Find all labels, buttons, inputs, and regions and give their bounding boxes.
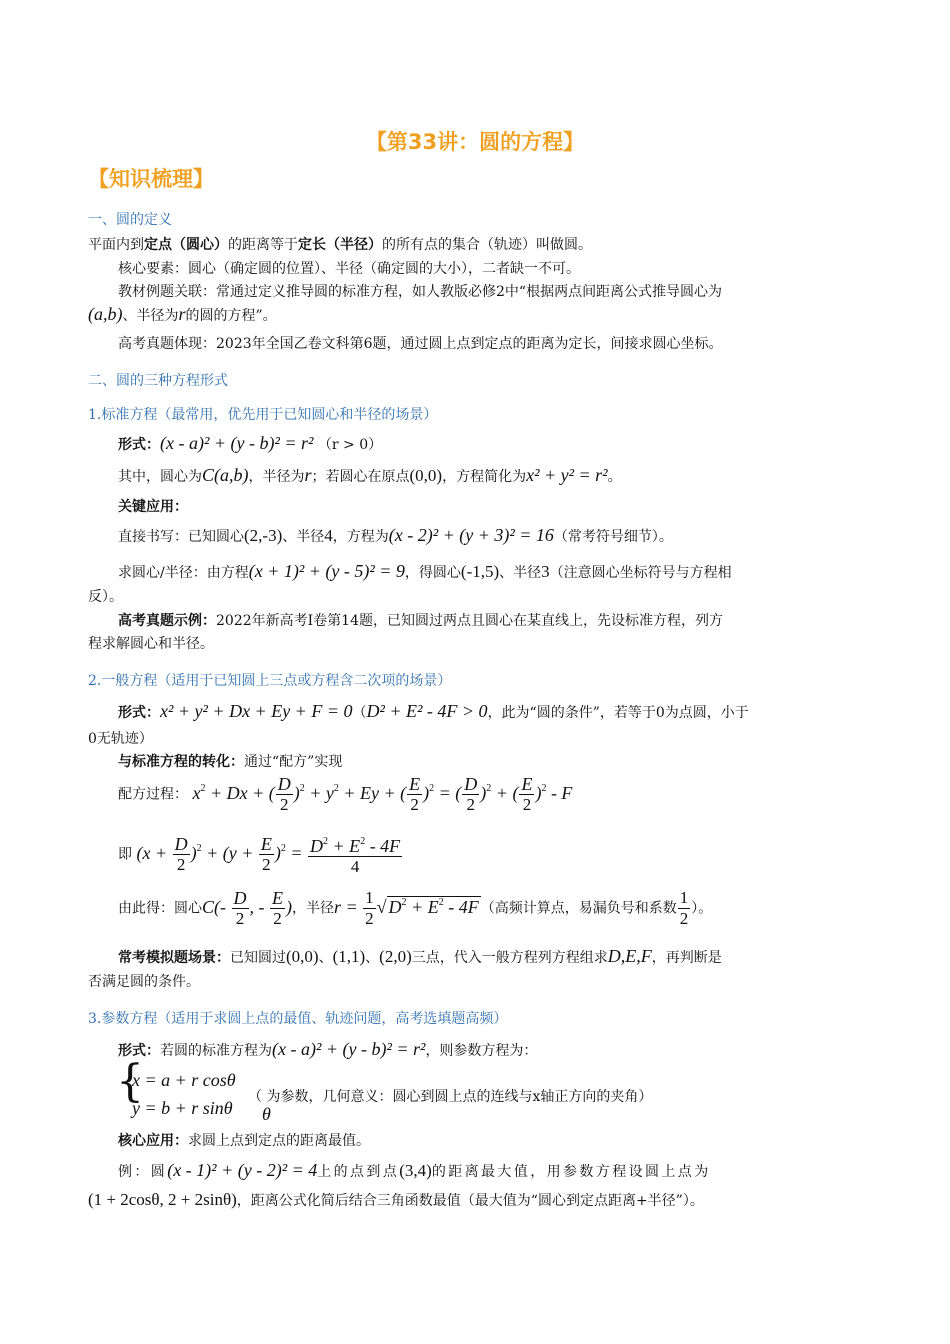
center-radius-line	[118, 888, 712, 929]
text: （r > 0）	[317, 437, 383, 453]
core-elements: 核心要素：圆心（确定圆的位置）、半径（确定圆的大小），二者缺一不可。	[118, 261, 580, 277]
math: (x + 1)² + (y - 5)² = 9	[248, 561, 405, 581]
param-note: （ 为参数，几何意义：圆心到圆上点的连线与x轴正方向的夹角）	[248, 1089, 653, 1105]
math: (x - a)² + (y - b)² = r²	[272, 1039, 426, 1059]
system-eq-x: x = a + r cosθ	[132, 1070, 236, 1090]
text: 的所有点的集合（轨迹）叫做圆。	[382, 237, 592, 253]
example-line	[118, 1161, 711, 1179]
label: 形式：	[118, 437, 160, 453]
text: ，再判断是	[651, 950, 722, 966]
text: （常考符号细节）。	[553, 529, 673, 545]
math: (2,-3)	[244, 526, 283, 545]
general-form	[118, 702, 749, 720]
standard-form	[118, 434, 382, 452]
bold-text: 定点（圆心）	[144, 237, 228, 253]
math: (-1,5)	[460, 562, 500, 581]
math: (a,b)	[88, 304, 123, 324]
text: ，方程简化为	[442, 469, 527, 485]
text: 2022年新高考Ⅰ卷第14题，已知圆过两点且圆心在某直线上，先设标准方程，列方	[216, 613, 723, 629]
freq-scenario	[118, 947, 722, 965]
heading-general: 2.一般方程（适用于已知圆上三点或方程含二次项的场景）	[88, 673, 452, 689]
example-line-cont	[88, 1191, 704, 1208]
text: 由此得：圆心	[118, 900, 202, 917]
left-brace: {	[116, 1056, 144, 1107]
math: (x - a)² + (y - b)² = r²	[160, 433, 314, 453]
section-heading: 【知识梳理】	[88, 167, 214, 191]
heading-definition: 一、圆的定义	[88, 212, 172, 228]
text: 上的点到点	[317, 1164, 400, 1180]
math: C(a,b)	[202, 465, 249, 485]
text: 通过“配方”实现	[244, 754, 343, 770]
label: 高考真题示例：	[118, 613, 216, 629]
text: ，方程为	[332, 529, 389, 545]
math: (1 + 2cosθ, 2 + 2sinθ)	[88, 1190, 237, 1209]
math: x² + y² = r²	[526, 465, 608, 485]
math-radius: r = $\frac{1}{2}$ √ $D^2 + E^2 - 4F$	[334, 888, 479, 928]
text: 、半径为	[122, 308, 179, 324]
textbook-line-1: 教材例题关联：常通过定义推导圆的标准方程，如人教版必修2中“根据两点间距离公式推导圆心为	[118, 284, 723, 300]
text: ；若圆心在原点	[311, 469, 410, 485]
heading-standard: 1.标准方程（最常用，优先用于已知圆心和半径的场景）	[88, 407, 438, 423]
text: 已知圆过	[230, 950, 286, 966]
standard-where	[118, 466, 622, 484]
app-direct-write	[118, 526, 673, 544]
math: r	[178, 304, 186, 324]
parametric-form	[118, 1040, 537, 1058]
math: (x - 1)² + (y - 2)² = 4	[167, 1160, 318, 1180]
heading-three-forms: 二、圆的三种方程形式	[88, 373, 228, 389]
text: 、	[365, 950, 380, 966]
text: 的距离等于	[228, 237, 298, 253]
math: (0,0)	[409, 466, 443, 485]
equivalent-line	[118, 832, 403, 877]
text: 。	[607, 469, 622, 485]
label: 与标准方程的转化：	[118, 754, 244, 770]
app-find-center	[118, 562, 732, 580]
text: （	[352, 705, 367, 721]
text: 、	[318, 950, 333, 966]
label: 配方过程：	[118, 786, 188, 803]
heading-parametric: 3.参数方程（适用于求圆上点的最值、轨迹问题，高考选填题高频）	[88, 1011, 508, 1027]
text: ，得圆心	[404, 565, 461, 581]
math-half: $\frac{1}{2}$	[679, 888, 689, 928]
text: ，则参数方程为：	[425, 1043, 538, 1059]
math-center: C(- $\frac{D}{2}$ , - $\frac{E}{2}$ )	[202, 888, 292, 928]
math: (2,0)	[379, 947, 412, 966]
system-eq-y: y = b + r sinθ	[132, 1098, 233, 1118]
theta-symbol: θ	[262, 1104, 271, 1124]
freq-scenario-cont: 否满足圆的条件。	[88, 974, 200, 990]
math: D² + E² - 4F > 0	[366, 701, 488, 721]
textbook-line-2	[88, 305, 277, 323]
app-find-center-cont: 反）。	[88, 589, 123, 605]
math: x² + y² + Dx + Ey + F = 0	[160, 701, 353, 721]
text: （高频计算点，易漏负号和系数	[480, 900, 677, 917]
label: 形式：	[118, 1043, 160, 1059]
label: 形式：	[118, 705, 160, 721]
text: 三点，代入一般方程列方程组求	[411, 950, 608, 966]
param-core-app	[118, 1134, 370, 1148]
text: ，距离公式化简后结合三角函数最值（最大值为“圆心到定点距离+半径”）。	[236, 1193, 704, 1209]
equation-standard-from-general: (x + $\frac{D}{2}$ )$^2$ + (y + $\frac{E}{2}$ )$^2$ = $\frac{D^2 + E^2 - 4F}{4}$	[136, 834, 401, 876]
text: ）。	[691, 900, 713, 917]
text: 的距离最大值，用参数方程设圆上点为	[431, 1164, 711, 1180]
math: (3,4)	[399, 1161, 432, 1180]
text: 的圆的方程”。	[185, 308, 277, 324]
math: (0,0)	[286, 947, 319, 966]
text: ，半径为	[248, 469, 305, 485]
text: 即	[118, 846, 132, 863]
math: (1,1)	[332, 947, 366, 966]
definition-paragraph	[88, 238, 592, 252]
key-app-label: 关键应用：	[118, 499, 188, 515]
text: 、半径	[499, 565, 542, 581]
equation-completing: $x^2 + Dx$ + ( $\frac{D}{2}$ )$^2 + y^2 + Ey$ + ( $\frac{E}{2}$ )$^2$ = ( $\frac{D}{2}$ )$^2$ + ( $\frac{E}{2}$ )$^2$ - F	[192, 774, 573, 814]
text: 求圆上点到定点的距离最值。	[188, 1133, 370, 1149]
text: 例：圆	[118, 1164, 168, 1180]
math: D,E,F	[607, 946, 652, 966]
page-title: 【第33讲：圆的方程】	[365, 130, 585, 154]
real-exam-example	[118, 614, 723, 628]
text: 若圆的标准方程为	[160, 1043, 272, 1059]
conversion-line	[118, 755, 342, 769]
gaokao-line: 高考真题体现：2023年全国乙卷文科第6题，通过圆上点到定点的距离为定长，间接求圆心坐标。	[118, 336, 723, 352]
text: ，此为“圆的条件”，若等于0为点圆，小于	[487, 705, 749, 721]
label: 核心应用：	[118, 1133, 188, 1149]
bold-text: 定长（半径）	[298, 237, 382, 253]
completing-square	[118, 774, 572, 815]
math: 3	[541, 562, 550, 581]
text: 直接书写：已知圆心	[118, 529, 244, 545]
text: 平面内到	[88, 237, 144, 253]
text: （注意圆心坐标符号与方程相	[549, 565, 732, 581]
general-form-cont: 0无轨迹）	[88, 731, 153, 747]
math: (x - 2)² + (y + 3)² = 16	[388, 525, 554, 545]
math: r	[304, 465, 312, 485]
text: 求圆心/半径：由方程	[118, 565, 249, 581]
real-exam-example-cont: 程求解圆心和半径。	[88, 636, 214, 652]
text: 、半径	[282, 529, 325, 545]
label: 常考模拟题场景：	[118, 950, 230, 966]
text: 其中，圆心为	[118, 469, 202, 485]
text: ，半径	[292, 900, 334, 917]
math: 4	[324, 526, 333, 545]
